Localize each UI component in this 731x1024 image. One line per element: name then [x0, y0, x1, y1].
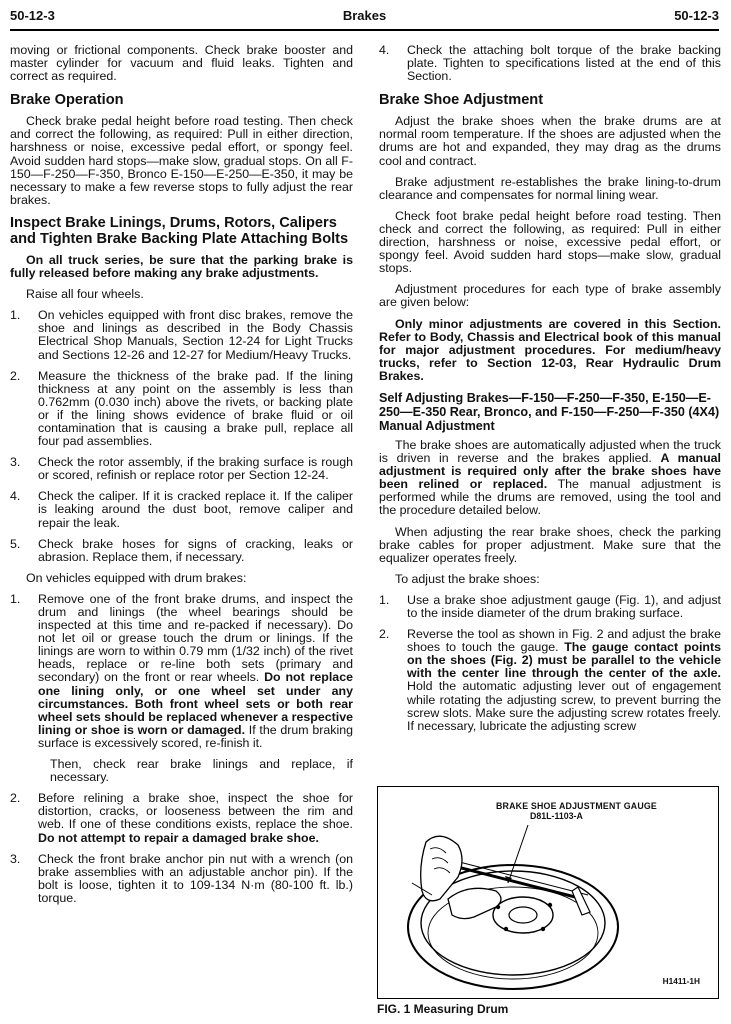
list-item: 1. Remove one of the front brake drums, and inspect the drum and linings (the wheel bearings should be inspected at this time and re-packed if necessary). Do not let oil or grease touch the drum or linings. If the linings are worn to within 0.79 mm (1/32 inch) of the rivet heads, replace or re-line both sets (primary and secondary) on the front or rear wheels. Do not replace one lining only, or one wheel set under any circumstances. Both front wheel sets or both rear wheel sets should be replaced whenever a respective lining or shoe is worn or damaged. If the drum braking surface is excessively scored, re-finish it.	[10, 591, 353, 750]
paragraph: The brake shoes are automatically adjusted when the truck is driven in reverse and the brakes applied. A manual adjustment is required only after the brake shoes have been relined or replaced. The manual adjustment is performed while the drums are removed, using the tool and the procedure detailed below.	[379, 437, 722, 518]
inspect-heading: Inspect Brake Linings, Drums, Rotors, Calipers and Tighten Brake Backing Plate Attaching Bolts	[10, 214, 349, 247]
right-column	[379, 44, 721, 741]
raise-wheels-text: Raise all four wheels.	[26, 287, 144, 302]
list-item: 3. Check the rotor assembly, if the braking surface is rough or scored, refinish or replace rotor per Section 12-24.	[10, 455, 353, 483]
list-item: 2. Reverse the tool as shown in Fig. 2 and adjust the brake shoes to touch the gauge. The gauge contact points on the shoes (Fig. 2) must be parallel to the vehicle with the center line through the center of the axle. Hold the automatic adjusting lever out of engagement while rotating the adjusting screw, to prevent burring the screw slots. Make sure the adjusting screw rotates freely. If necessary, lubricate the adjusting screw	[379, 627, 721, 733]
intro-paragraph: moving or frictional components. Check brake booster and master cylinder for vacuum and fluid leaks. Tighten and correct as required.	[10, 43, 353, 84]
figure-measuring-drum	[377, 786, 719, 999]
brake-operation-body: Check brake pedal height before road testing. Then check and correct the following, as required: Pull in either direction, harshness or noise, excessive pedal effort, or spongy feel. Avoid sudden hard stops—make slow, gradual stops. On all F-150—F-250—F-350, Bronco E-150—E-250—E-350, it may be necessary to make a few reverse stops to fully adjust the rear brakes.	[10, 114, 353, 207]
list-item: 4. Check the caliper. If it is cracked replace it. If the caliper is leaking around the dust boot, remove caliper and repair the leak.	[10, 489, 353, 530]
left-column	[10, 44, 353, 913]
section-title: Brakes	[342, 8, 387, 23]
paragraph: Brake adjustment re-establishes the brake lining-to-drum clearance and compensates for normal lining wear.	[379, 174, 721, 202]
list-item: 2. Before relining a brake shoe, inspect the shoe for distortion, cracks, or looseness between the rim and web. If one of these conditions exists, replace the shoe. Do not attempt to repair a damaged brake shoe.	[10, 791, 353, 845]
figure-code: H1411-1H	[662, 976, 700, 986]
list-item: 2. Measure the thickness of the brake pad. If the lining thickness at any point on the assembly is less than 0.762mm (0.030 inch) above the rivets, or backing plate or if the lining shows evidence of brake fluid or oil contamination that is causing a brake pull, replace all four pad assemblies.	[10, 368, 353, 449]
header-rule	[10, 29, 719, 31]
brake-operation-heading: Brake Operation	[10, 92, 124, 109]
figure-callout-title: BRAKE SHOE ADJUSTMENT GAUGE	[496, 801, 657, 811]
list-item: 5. Check brake hoses for signs of cracking, leaks or abrasion. Replace them, if necessary.	[10, 536, 353, 564]
then-check-text: Then, check rear brake linings and replace, if necessary.	[50, 757, 353, 785]
self-adjusting-heading: Self Adjusting Brakes—F-150—F-250—F-350, E-150—E-250—E-350 Rear, Bronco, and F-150—F-250—F-350 (4X4) Manual Adjustment	[379, 390, 720, 433]
list-item: 1. Use a brake shoe adjustment gauge (Fig. 1), and adjust to the inside diameter of the drum braking surface.	[379, 592, 721, 620]
drum-intro: On vehicles equipped with drum brakes:	[26, 570, 247, 585]
paragraph: Adjustment procedures for each type of brake assembly are given below:	[379, 282, 721, 310]
paragraph: When adjusting the rear brake shoes, check the parking brake cables for proper adjustment. Make sure that the equalizer operates freely.	[379, 524, 721, 565]
parking-brake-warning: On all truck series, be sure that the parking brake is fully released before making any brake adjustments.	[10, 252, 353, 281]
page-header	[10, 8, 719, 28]
paragraph: Check foot brake pedal height before road testing. Then check and correct the following, as required: Pull in either direction, harshness or noise, excessive pedal effort, or spongy feel. Avoid sudden hard stops—make slow, gradual stops.	[379, 208, 721, 276]
list-item: 4. Check the attaching bolt torque of the brake backing plate. Tighten to specifications listed at the end of this Section.	[379, 43, 721, 84]
figure-callout-part: D81L-1103-A	[530, 811, 583, 821]
list-item: 3. Check the front brake anchor pin nut with a wrench (on brake assemblies with an adjustable anchor pin). If the bolt is loose, tighten it to 109-134 N·m (80-100 ft. lb.) torque.	[10, 851, 353, 905]
list-item: 1. On vehicles equipped with front disc brakes, remove the shoe and linings as described in the Body Chassis Electrical Shop Manuals, Section 12-24 for Light Trucks and Sections 12-26 and 12-27 for Medium/Heavy Trucks.	[10, 308, 353, 362]
paragraph: To adjust the brake shoes:	[395, 571, 540, 586]
page-number-left: 50-12-3	[10, 8, 55, 23]
page-number-right: 50-12-3	[674, 8, 719, 23]
figure-caption: FIG. 1 Measuring Drum	[377, 1002, 509, 1016]
bold-note: Only minor adjustments are covered in this Section. Refer to Body, Chassis and Electrical book of this manual for major adjustment procedures. For medium/heavy trucks, refer to Section 12-03, Rear Hydraulic Drum Brakes.	[379, 316, 721, 383]
paragraph: Adjust the brake shoes when the brake drums are at normal room temperature. If the shoes are adjusted when the drums are hot and expanded, they may drag as the drums cool and contract.	[379, 114, 721, 168]
shoe-adjustment-heading: Brake Shoe Adjustment	[379, 92, 544, 109]
